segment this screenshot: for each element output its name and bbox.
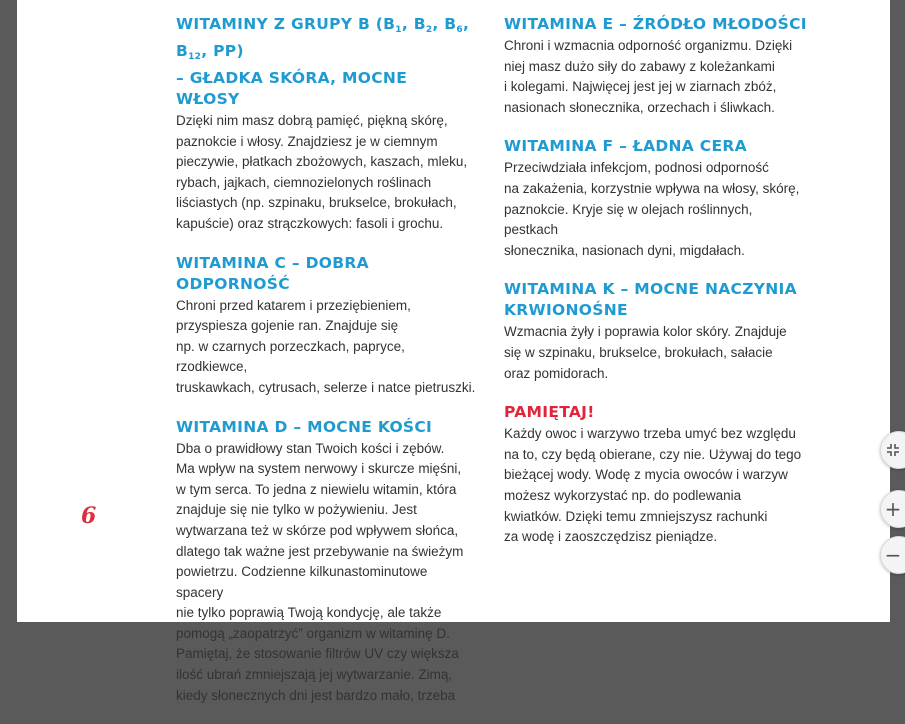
section-text: Przeciwdziała infekcjom, podnosi odporność na zakażenia, korzystnie wpływa na włosy, skórę, paznokcie. Kryje się w olejach roślinnych, pestkach słonecznika, nasionach dyni, migdałach. [504, 160, 800, 258]
heading-remember: PAMIĘTAJ! [504, 403, 595, 422]
heading-vitamin-c: WITAMINA C – DOBRA ODPORNOŚĆ [176, 253, 369, 293]
right-column [504, 14, 809, 566]
left-column [176, 14, 476, 724]
heading-text: , B [176, 15, 470, 60]
page-number: 6 [81, 503, 97, 529]
section-vitamin-e [504, 14, 809, 118]
heading-text: – GŁADKA SKÓRA, MOCNE WŁOSY [176, 69, 408, 108]
section-text: Chroni przed katarem i przeziębieniem, przyspiesza gojenie ran. Znajduje się np. w czarnych porzeczkach, papryce, rzodkiewce, truskawkach, cytrusach, selerze i natce pietruszki. [176, 297, 476, 395]
subscript: 1 [395, 25, 402, 35]
heading-vitamin-e: WITAMINA E – ŹRÓDŁO MŁODOŚCI [504, 15, 807, 33]
heading-text: , B [432, 15, 457, 33]
subscript: 2 [425, 25, 433, 35]
heading-text: , B [401, 15, 426, 33]
heading-vitamin-k: WITAMINA K – MOCNE NACZYNIA KRWIONOŚNE [504, 280, 797, 320]
subscript: 12 [188, 52, 202, 62]
heading-text: , PP) [201, 42, 244, 60]
section-vitamin-d [176, 417, 476, 707]
section-text: Chroni i wzmacnia odporność organizmu. Dzięki niej masz dużo siły do zabawy z koleżankami i kolegami. Najwięcej jest jej w ziarnach zbóż, nasionach słonecznika, orzechach i śliwkach. [504, 38, 793, 115]
document-page [17, 0, 890, 703]
heading-vitamin-f: WITAMINA F – ŁADNA CERA [504, 137, 747, 156]
section-text: Każdy owoc i warzywo trzeba umyć bez względu na to, czy będą obierane, czy nie. Używaj do tego bieżącej wody. Wodę z mycia owoców i warzyw możesz wykorzystać np. do podlewania kwiatków. Dzięki temu zmniejszysz rachunki za wodę i zaoszczędzisz pieniądze. [504, 426, 802, 545]
section-text: Dba o prawidłowy stan Twoich kości i zębów. Ma wpływ na system nerwowy i skurcze mięśni, w tym serca. To jedna z niewielu witamin, która znajduje się nie tylko w pożywieniu. Jest wytwarzana też w skórze pod wpływem słońca, dlatego tak ważne jest przebywanie na świeżym powietrzu. Codzienne kilkunastominutowe spacery nie tylko poprawią Twoją kondycję, ale także pomogą „zaopatrzyć” organizm w witaminę D. Pamiętaj, że stosowanie filtrów UV czy większa ilość ubrań zmniejszają jej wytwarzanie. Zimą, kiedy słonecznych dni jest bardzo mało, trzeba [176, 440, 464, 703]
section-vitamin-k [504, 279, 809, 384]
section-text: Dzięki nim masz dobrą pamięć, piękną skórę, paznokcie i włosy. Znajdziesz je w ciemnym pieczywie, płatkach zbożowych, kaszach, mleku, rybach, jajkach, ciemnozielonych roślinach liściastych (np. szpinaku, brukselce, brokułach, kapuście) oraz strączkowych: fasoli i grochu. [176, 113, 468, 231]
section-text: Wzmacnia żyły i poprawia kolor skóry. Znajduje się w szpinaku, brukselce, brokułach, sałacie oraz pomidorach. [504, 324, 787, 381]
section-vitamin-b [176, 14, 476, 235]
fit-to-page-icon [886, 440, 900, 460]
section-remember [504, 402, 809, 548]
heading-vitamin-d: WITAMINA D – MOCNE KOŚCI [176, 417, 433, 436]
section-vitamin-c [176, 253, 476, 399]
minus-icon: − [884, 543, 902, 567]
heading-text: WITAMINY Z GRUPY B (B [176, 15, 396, 33]
heading-vitamin-b [176, 14, 476, 110]
section-vitamin-f [504, 136, 809, 261]
subscript: 6 [456, 25, 463, 35]
plus-icon: + [884, 497, 902, 521]
